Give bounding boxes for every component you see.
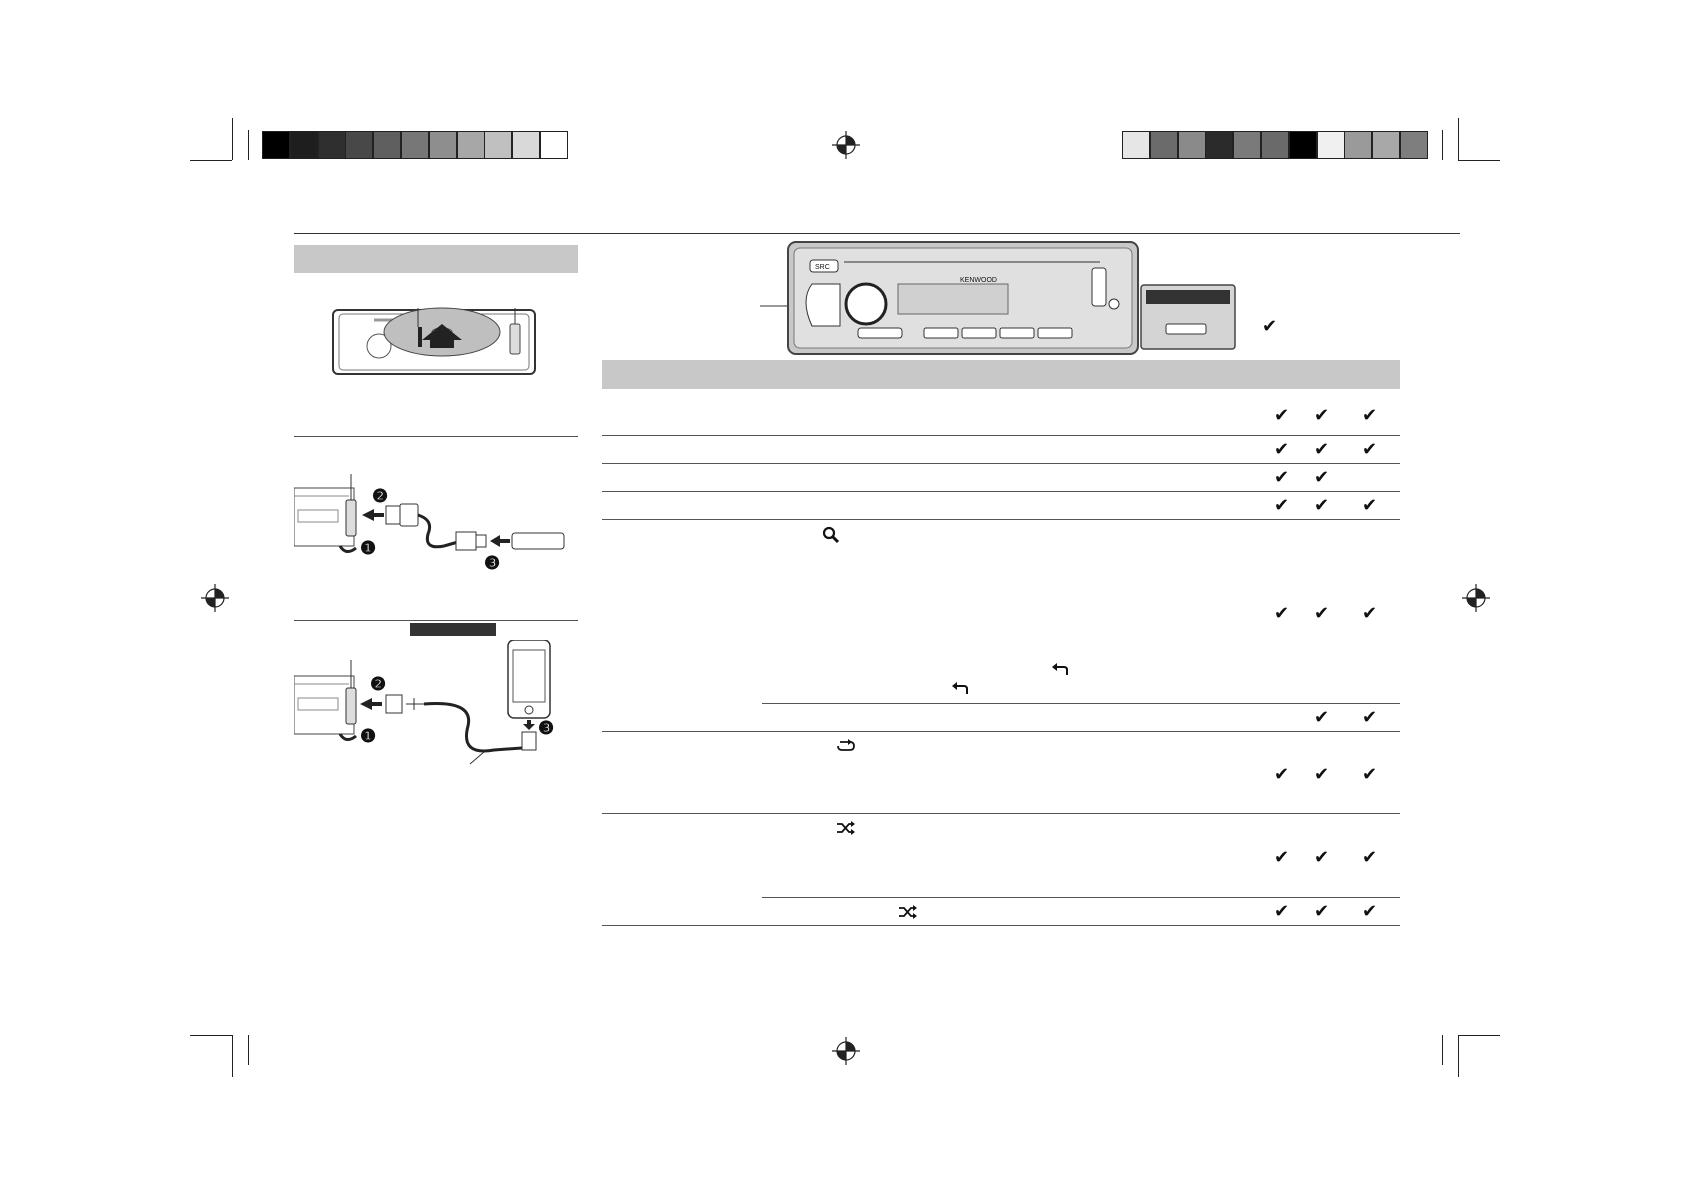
- color-swatch: [1344, 131, 1372, 159]
- color-swatch: [1400, 131, 1428, 159]
- back-icon: [950, 681, 970, 697]
- check-mark: ✔: [1274, 467, 1290, 488]
- section-label-bar: [410, 623, 496, 636]
- repeat-icon: [836, 738, 856, 754]
- check-mark: ✔: [1314, 439, 1330, 460]
- check-mark: ✔: [1274, 603, 1290, 624]
- color-swatch: [512, 131, 540, 159]
- row-divider: [762, 703, 1400, 704]
- row-divider: [602, 925, 1400, 926]
- color-swatch: [290, 131, 318, 159]
- row-divider: [602, 813, 1400, 814]
- color-swatch: [429, 131, 457, 159]
- usb-connection-illustration: [294, 470, 580, 570]
- shuffle-icon: [898, 904, 918, 920]
- check-mark: ✔: [1274, 439, 1290, 460]
- step-1-marker: ❶: [360, 726, 377, 746]
- color-swatch: [484, 131, 512, 159]
- divider: [294, 436, 578, 437]
- check-mark: ✔: [1314, 901, 1330, 922]
- check-mark: ✔: [1274, 764, 1290, 785]
- step-2-marker: ❷: [372, 486, 389, 506]
- check-mark: ✔: [1314, 467, 1330, 488]
- cd-insert-illustration: [330, 300, 540, 380]
- check-mark: ✔: [1362, 901, 1378, 922]
- check-mark: ✔: [1362, 707, 1378, 728]
- row-divider: [602, 731, 1400, 732]
- ipod-connection-illustration: [294, 640, 580, 770]
- color-swatch: [1372, 131, 1400, 159]
- src-button-label: SRC: [815, 264, 830, 271]
- check-mark: ✔: [1274, 901, 1290, 922]
- color-swatch: [1289, 131, 1317, 159]
- check-mark: ✔: [1274, 495, 1290, 516]
- check-mark: ✔: [1314, 707, 1330, 728]
- color-swatch: [1178, 131, 1206, 159]
- brand-logo: KENWOOD: [960, 277, 997, 284]
- color-swatch: [540, 131, 568, 159]
- check-mark: ✔: [1362, 405, 1378, 426]
- color-swatch: [1317, 131, 1345, 159]
- row-divider: [602, 519, 1400, 520]
- check-mark: ✔: [1274, 405, 1290, 426]
- color-swatch: [1122, 131, 1150, 159]
- search-icon: [822, 526, 840, 544]
- check-mark: ✔: [1362, 847, 1378, 868]
- check-mark: ✔: [1314, 764, 1330, 785]
- check-mark: ✔: [1314, 495, 1330, 516]
- divider: [294, 620, 578, 621]
- row-divider: [762, 897, 1400, 898]
- step-3-marker: ❸: [538, 718, 555, 738]
- row-divider: [602, 435, 1400, 436]
- check-mark: ✔: [1314, 603, 1330, 624]
- shuffle-icon: [836, 820, 856, 836]
- check-mark: ✔: [1362, 439, 1378, 460]
- check-mark: ✔: [1362, 603, 1378, 624]
- color-swatch: [1205, 131, 1233, 159]
- check-mark: ✔: [1314, 405, 1330, 426]
- faceplate-illustration: [760, 240, 1140, 358]
- row-divider: [602, 491, 1400, 492]
- check-mark: ✔: [1362, 764, 1378, 785]
- color-swatch: [401, 131, 429, 159]
- check-mark: ✔: [1314, 847, 1330, 868]
- color-swatch: [1233, 131, 1261, 159]
- header-check-mark: ✔: [1262, 316, 1278, 337]
- check-mark: ✔: [1274, 847, 1290, 868]
- color-swatch: [373, 131, 401, 159]
- step-2-marker: ❷: [370, 674, 387, 694]
- row-divider: [602, 463, 1400, 464]
- check-mark: ✔: [1362, 495, 1378, 516]
- left-section-header-band: [294, 245, 578, 273]
- color-swatch: [1261, 131, 1289, 159]
- step-3-marker: ❸: [484, 553, 501, 570]
- top-rule: [294, 233, 1460, 234]
- table-header-band: [602, 360, 1400, 389]
- color-swatch: [457, 131, 485, 159]
- back-icon: [1050, 662, 1070, 678]
- color-swatch: [1150, 131, 1178, 159]
- step-1-marker: ❶: [360, 538, 377, 558]
- color-swatch: [345, 131, 373, 159]
- color-swatch: [262, 131, 290, 159]
- remote-panel-illustration: [1140, 284, 1236, 350]
- color-swatch: [318, 131, 346, 159]
